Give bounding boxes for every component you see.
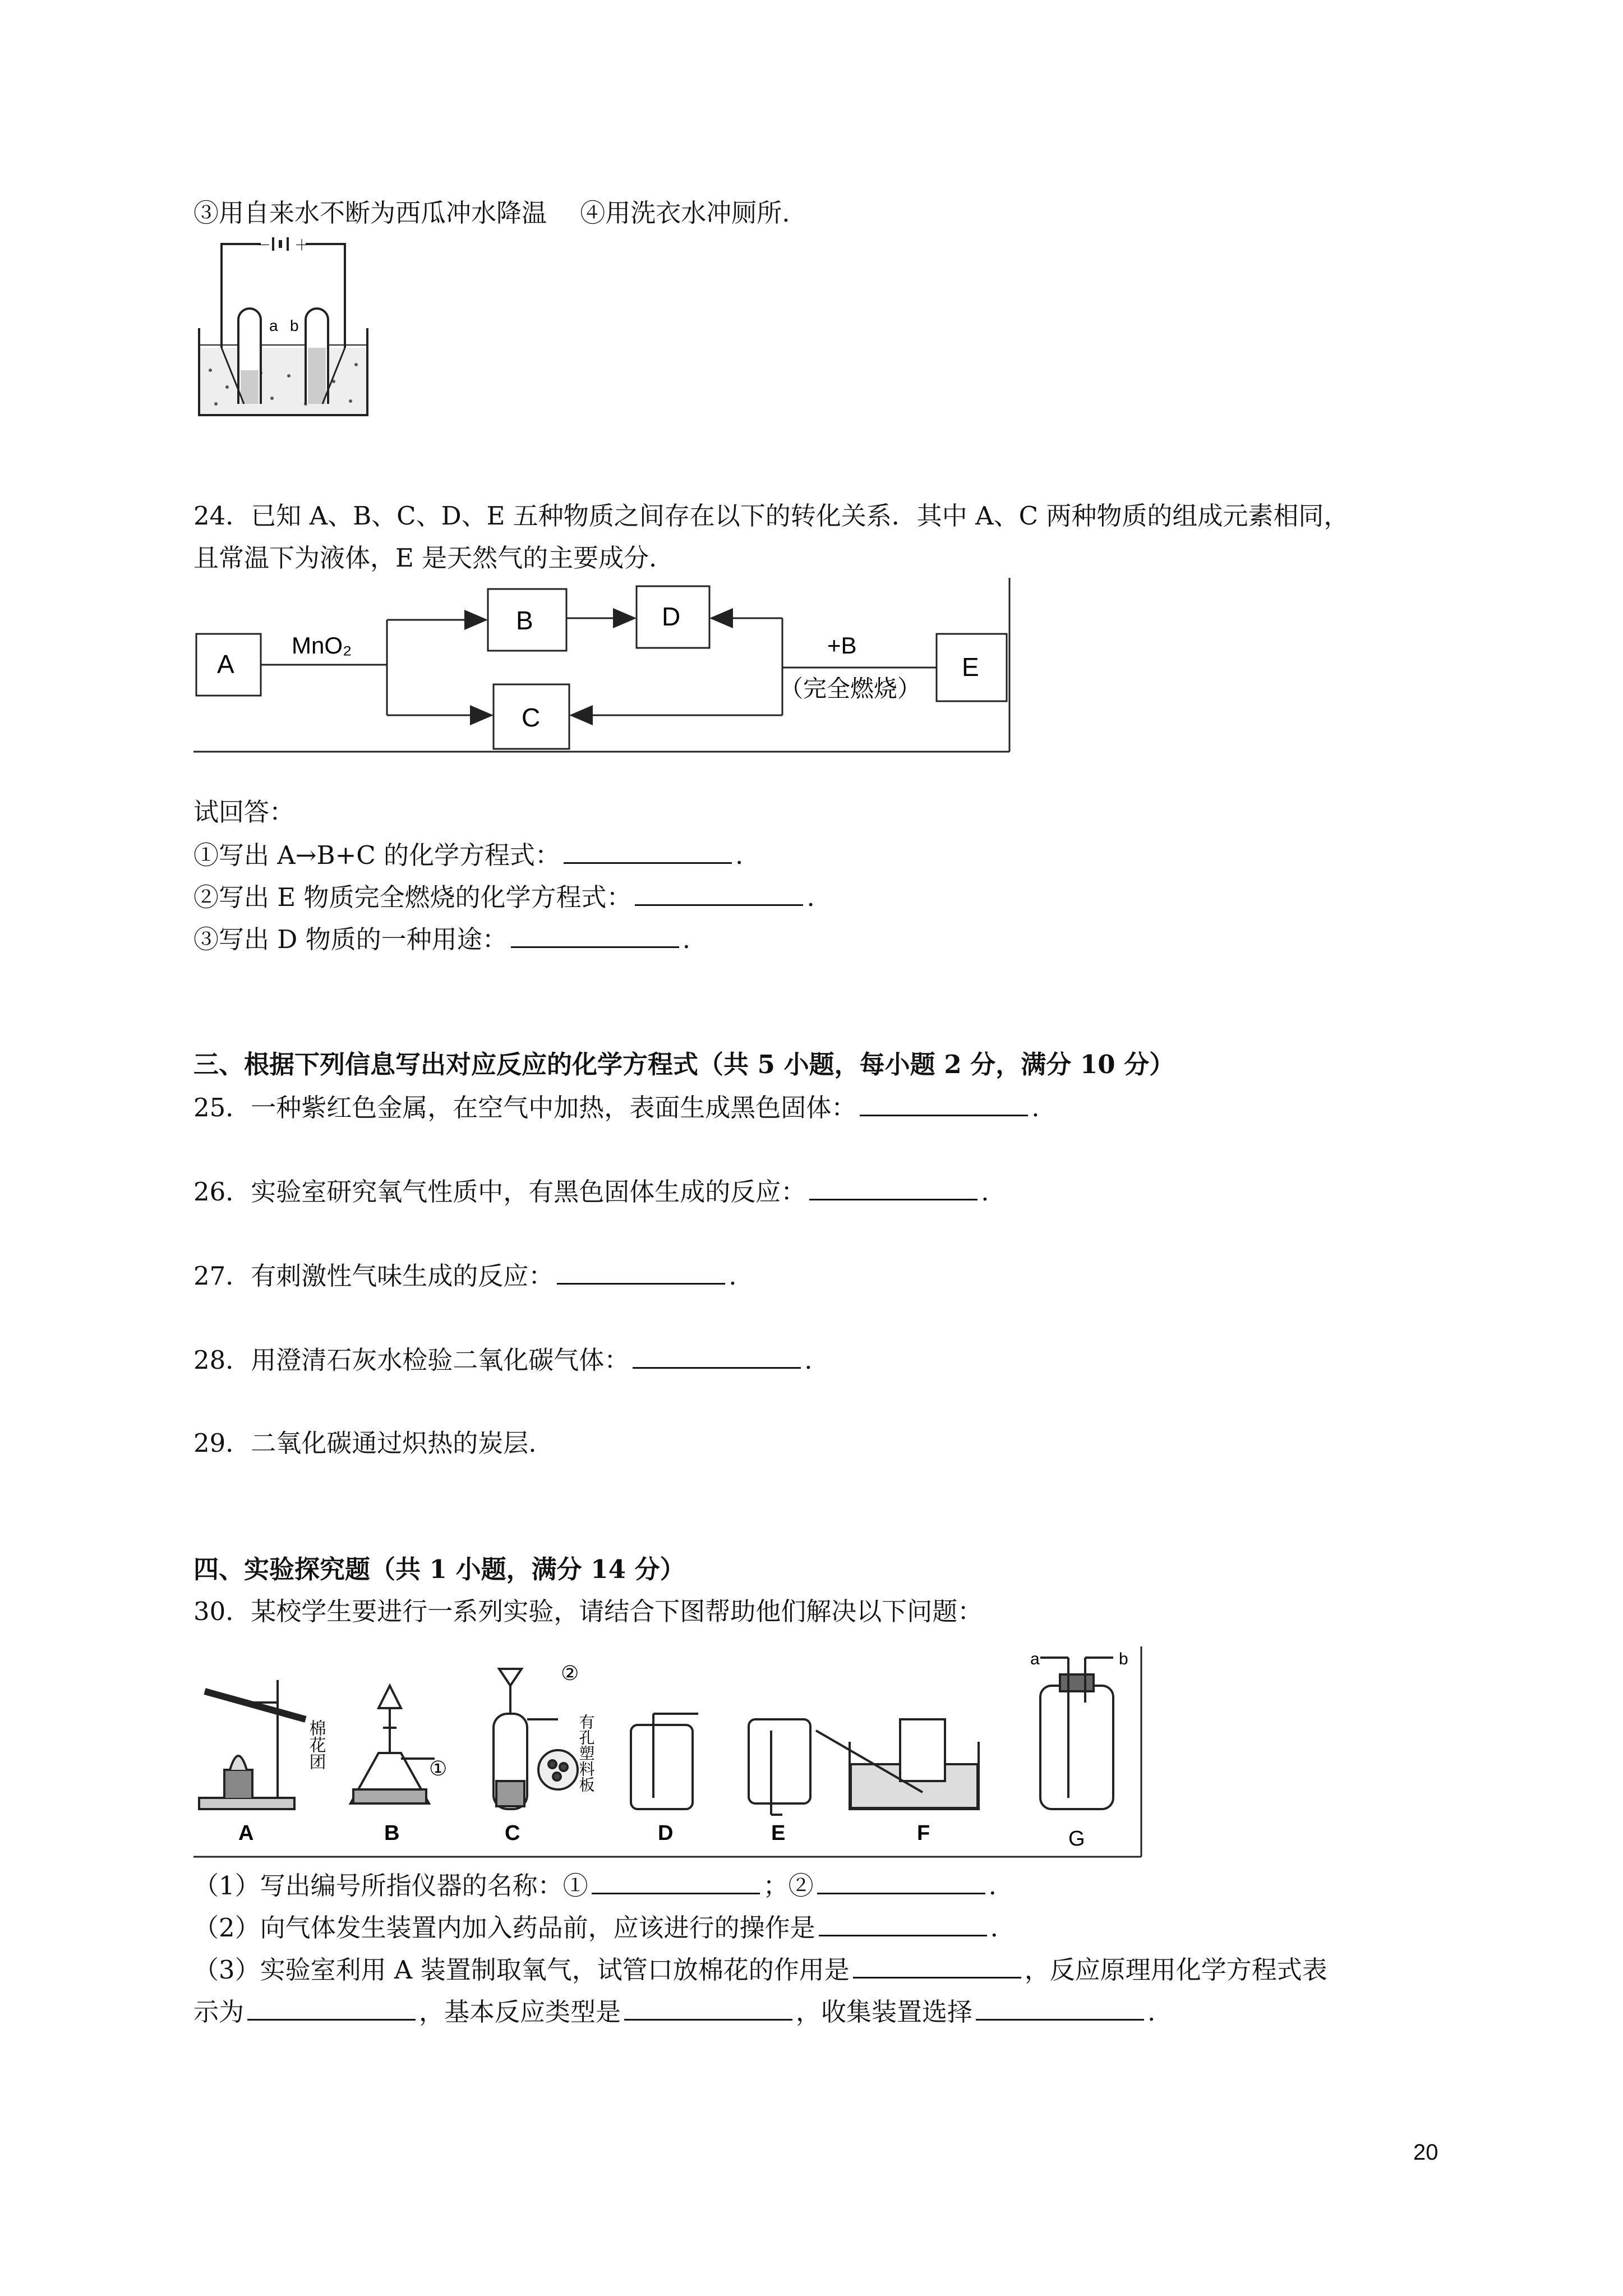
answer-blank[interactable]	[817, 1868, 985, 1894]
q30-s3c-text: 示为	[193, 1997, 245, 2027]
label-apparatus-B: B	[384, 1821, 400, 1845]
label-apparatus-D: D	[658, 1821, 674, 1845]
apparatus-E	[749, 1719, 810, 1815]
period: .	[682, 924, 691, 954]
q30-s3-line2	[193, 1994, 1155, 2029]
q30-s3a-text: （3）实验室利用 A 装置制取氧气，试管口放棉花的作用是	[193, 1955, 850, 1985]
section3-heading	[193, 1048, 1174, 1082]
q24-sub1-text: ①写出 A→B+C 的化学方程式：	[193, 840, 561, 870]
section3-heading-text: 三、根据下列信息写出对应反应的化学方程式（共 5 小题，每小题 2 分，满分 10 分）	[193, 1050, 1175, 1079]
port-a: a	[1030, 1650, 1040, 1668]
q30-stem-text: 30．某校学生要进行一系列实验，请结合下图帮助他们解决以下问题：	[193, 1596, 983, 1626]
apparatus-F	[816, 1719, 979, 1809]
q24-stem2-text: 且常温下为液体，E 是天然气的主要成分．	[193, 543, 675, 573]
q24-sub2-text: ②写出 E 物质完全燃烧的化学方程式：	[193, 882, 632, 912]
page-number: 20	[1413, 2140, 1438, 2165]
reagent-label: +B	[827, 632, 857, 659]
q30-s2	[193, 1910, 998, 1945]
period: .	[988, 1871, 997, 1901]
q30-stem	[193, 1595, 983, 1628]
label-apparatus-E: E	[771, 1821, 786, 1845]
q25-line	[193, 1090, 1040, 1125]
q24-stem1-text: 24．已知 A、B、C、D、E 五种物质之间存在以下的转化关系．其中 A、C 两种物质的组成元素相同，	[193, 501, 1349, 531]
answer-blank[interactable]	[633, 1342, 801, 1369]
answer-blank[interactable]	[247, 1994, 416, 2021]
label-apparatus-A: A	[238, 1821, 254, 1845]
q30-s1	[193, 1868, 997, 1903]
q26-line	[193, 1174, 989, 1209]
period: .	[981, 1177, 989, 1207]
q30-s1a-text: （1）写出编号所指仪器的名称：①	[193, 1871, 588, 1901]
plate-label: 有孔塑料板	[577, 1714, 596, 1792]
mark-1: ①	[429, 1757, 448, 1780]
mark-2: ②	[561, 1662, 579, 1685]
q24-stem-line2	[193, 541, 674, 575]
q27-line	[193, 1258, 737, 1293]
section4-heading-text: 四、实验探究题（共 1 小题，满分 14 分）	[193, 1554, 685, 1584]
battery-minus: －	[256, 237, 271, 254]
answer-blank[interactable]	[809, 1174, 978, 1200]
electrode-label-a: a	[269, 317, 278, 334]
q29-text: 29．二氧化碳通过炽热的炭层.	[193, 1428, 537, 1458]
section4-heading	[193, 1553, 685, 1586]
electrolysis-figure	[193, 236, 373, 421]
apparatus-B	[351, 1686, 435, 1803]
port-b: b	[1119, 1650, 1128, 1668]
q30-s3b-text: ，反应原理用化学方程式表	[1024, 1955, 1327, 1985]
q30-s2-text: （2）向气体发生装置内加入药品前，应该进行的操作是	[193, 1913, 815, 1943]
q27-text: 27．有刺激性气味生成的反应：	[193, 1261, 554, 1291]
apparatus-D	[631, 1714, 698, 1809]
condition-label: （完全燃烧）	[780, 675, 921, 702]
label-apparatus-F: F	[917, 1821, 930, 1845]
q28-text: 28．用澄清石灰水检验二氧化碳气体：	[193, 1345, 630, 1375]
q30-s3e-text: ，收集装置选择	[796, 1997, 973, 2027]
answer-blank[interactable]	[511, 922, 679, 948]
period: .	[1031, 1093, 1040, 1122]
answer-blank[interactable]	[819, 1910, 987, 1936]
label-E: E	[962, 652, 979, 682]
label-C: C	[522, 703, 541, 732]
answer-blank[interactable]	[564, 838, 732, 864]
period: .	[806, 882, 815, 912]
period: .	[728, 1261, 737, 1291]
apparatus-figure	[193, 1646, 1147, 1860]
q28-line	[193, 1342, 813, 1377]
q24-sub3-text: ③写出 D 物质的一种用途：	[193, 924, 508, 954]
q29-line	[193, 1427, 537, 1460]
electrode-label-b: b	[290, 317, 299, 334]
cotton-label: 棉花团	[306, 1719, 326, 1770]
apparatus-G	[1040, 1658, 1113, 1809]
label-apparatus-C: C	[505, 1821, 520, 1845]
q30-s3d-text: ，基本反应类型是	[419, 1997, 621, 2027]
battery-plus: ＋	[294, 237, 310, 254]
label-apparatus-G: G	[1068, 1827, 1085, 1851]
apparatus-A	[199, 1680, 306, 1809]
q30-s1b-text: ；②	[763, 1871, 814, 1901]
period: .	[735, 840, 744, 870]
q24-stem-line1	[193, 499, 1349, 533]
answer-blank[interactable]	[853, 1952, 1021, 1978]
answer-blank[interactable]	[624, 1994, 792, 2021]
answer-blank[interactable]	[635, 880, 803, 906]
q25-text: 25．一种紫红色金属，在空气中加热，表面生成黑色固体：	[193, 1093, 857, 1122]
answer-blank[interactable]	[592, 1868, 760, 1894]
q26-text: 26．实验室研究氧气性质中，有黑色固体生成的反应：	[193, 1177, 806, 1207]
q23-tail-text: ③用自来水不断为西瓜冲水降温 ④用洗衣水冲厕所.	[193, 198, 790, 228]
q24-sub2	[193, 880, 815, 914]
q24-sub1	[193, 838, 743, 872]
q24-prompt-text: 试回答：	[193, 797, 295, 827]
label-D: D	[662, 602, 681, 631]
q24-transformation-diagram	[193, 578, 1012, 757]
q24-sub3	[193, 922, 690, 956]
label-A: A	[217, 650, 234, 679]
period: .	[990, 1913, 998, 1943]
q24-prompt	[193, 795, 294, 829]
q30-s3-line1	[193, 1952, 1327, 1987]
apparatus-C	[494, 1669, 578, 1809]
label-B: B	[516, 606, 533, 635]
q23-tail-line	[193, 196, 790, 230]
period: .	[804, 1345, 813, 1375]
period: .	[1147, 1997, 1156, 2027]
answer-blank[interactable]	[860, 1090, 1028, 1116]
catalyst-label: MnO₂	[292, 632, 352, 659]
answer-blank[interactable]	[557, 1258, 725, 1285]
answer-blank[interactable]	[976, 1994, 1144, 2021]
